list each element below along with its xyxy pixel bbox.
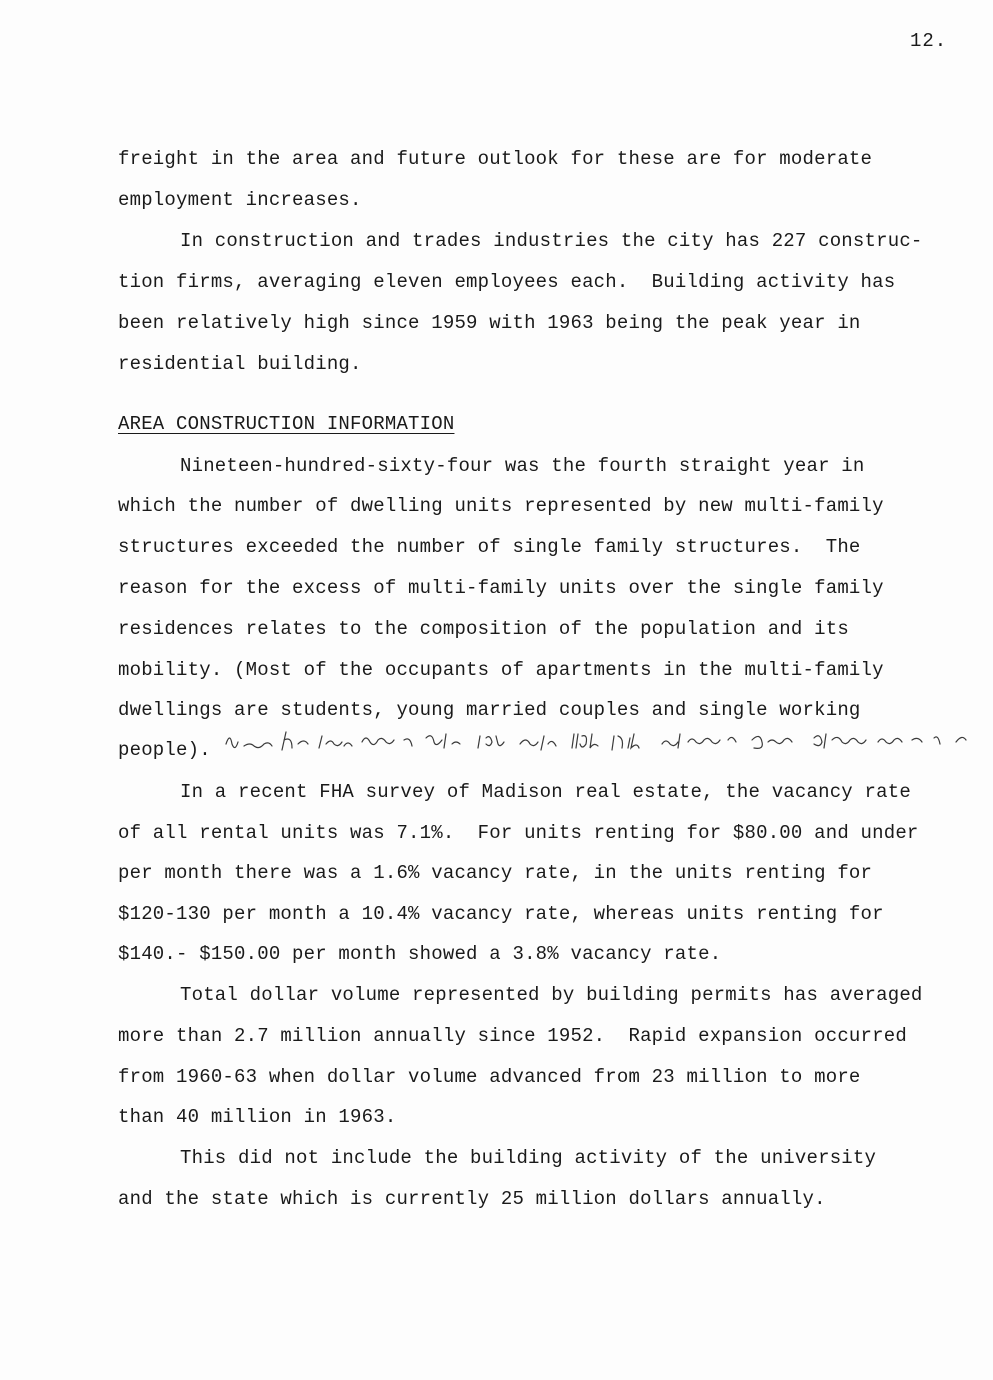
paragraph-line: $120-130 per month a 10.4% vacancy rate, whereas units renting for — [118, 903, 884, 925]
paragraph-line: of all rental units was 7.1%. For units renting for $80.00 and under — [118, 822, 919, 844]
page-number: 12. — [910, 30, 948, 52]
paragraph-line: Nineteen-hundred-sixty-four was the fourth straight year in — [180, 455, 865, 477]
paragraph-line: $140.- $150.00 per month showed a 3.8% vacancy rate. — [118, 943, 722, 965]
paragraph-line: and the state which is currently 25 million dollars annually. — [118, 1188, 826, 1210]
paragraph-line: freight in the area and future outlook for these are for moderate — [118, 148, 873, 170]
paragraph-line: mobility. (Most of the occupants of apartments in the multi-family — [118, 659, 884, 681]
paragraph-line: tion firms, averaging eleven employees each. Building activity has — [118, 271, 896, 293]
paragraph-line: dwellings are students, young married couples and single working — [118, 699, 861, 721]
paragraph-line: more than 2.7 million annually since 1952. Rapid expansion occurred — [118, 1025, 907, 1047]
paragraph-line: In a recent FHA survey of Madison real estate, the vacancy rate — [180, 781, 911, 803]
paragraph-line: which the number of dwelling units represented by new multi-family — [118, 495, 884, 517]
section-heading: AREA CONSTRUCTION INFORMATION — [118, 413, 455, 435]
paragraph-line: residences relates to the composition of the population and its — [118, 618, 849, 640]
paragraph-line: Total dollar volume represented by building permits has averaged — [180, 984, 923, 1006]
paragraph-line: reason for the excess of multi-family units over the single family — [118, 577, 884, 599]
paragraph-line: employment increases. — [118, 189, 362, 211]
paragraph-line: residential building. — [118, 353, 362, 375]
paragraph-line: In construction and trades industries the city has 227 construc- — [180, 230, 923, 252]
paragraph-line: This did not include the building activity of the university — [180, 1147, 877, 1169]
paragraph-line: people). — [118, 739, 211, 761]
paragraph-line: structures exceeded the number of single family structures. The — [118, 536, 861, 558]
paragraph-line: been relatively high since 1959 with 1963 being the peak year in — [118, 312, 861, 334]
paragraph-line: from 1960-63 when dollar volume advanced from 23 million to more — [118, 1066, 861, 1088]
paragraph-line: per month there was a 1.6% vacancy rate, in the units renting for — [118, 862, 873, 884]
handwritten-annotation — [222, 728, 977, 758]
paragraph-line: than 40 million in 1963. — [118, 1106, 397, 1128]
